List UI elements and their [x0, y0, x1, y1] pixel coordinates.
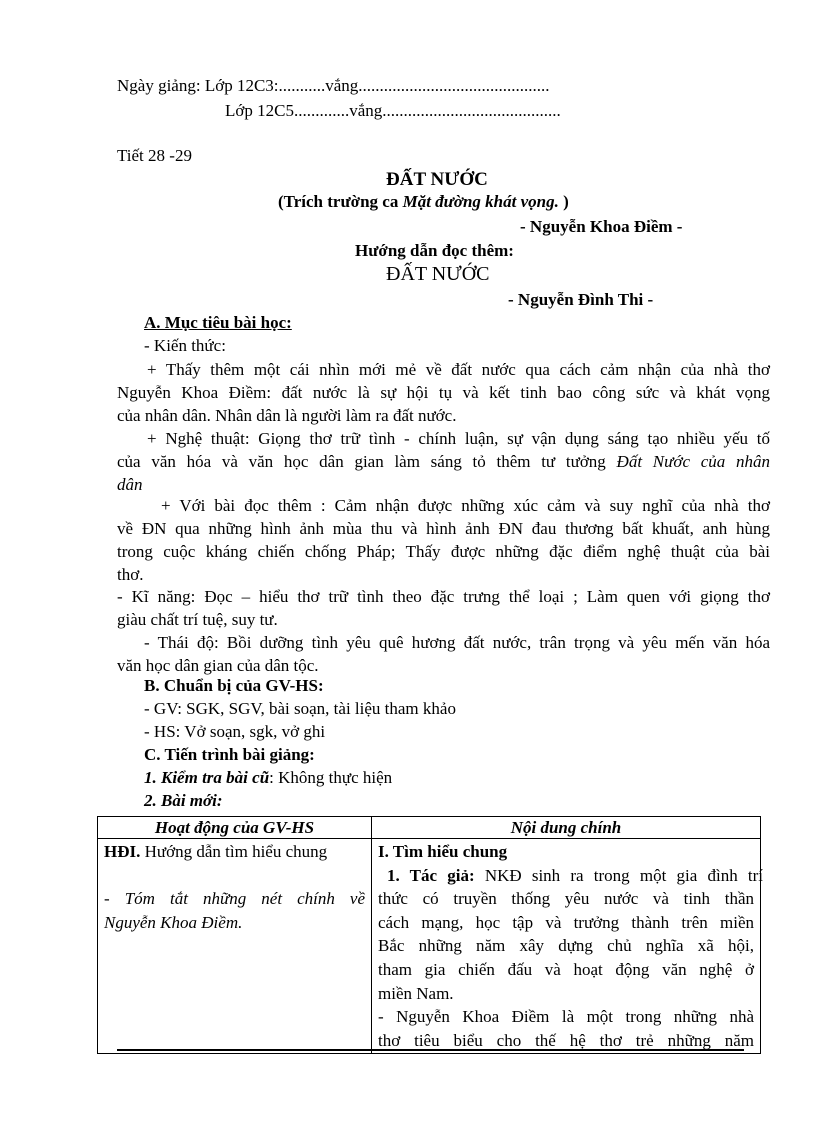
section-b-heading: B. Chuẩn bị của GV-HS: — [144, 676, 324, 695]
knowledge-label: - Kiến thức: — [144, 336, 226, 355]
knowledge-paragraph-1 — [117, 358, 770, 427]
table-row — [98, 839, 761, 1054]
skill-paragraph — [117, 585, 770, 631]
para2-line2-text: của văn hóa và văn học dân gian làm sáng tỏ thêm tư tưởng — [117, 452, 606, 471]
extra-reading-paragraph — [117, 494, 770, 586]
header-main-content: Nội dung chính — [372, 817, 761, 839]
attitude-line1: - Thái độ: Bồi dưỡng tình yêu quê hương đất nước, trân trọng và yêu mến văn hóa — [144, 633, 770, 652]
skill-line1: - Kĩ năng: Đọc – hiểu thơ trữ tình theo đặc trưng thể loại ; Làm quen với giọng thơ — [117, 587, 770, 606]
para1-line3: của nhân dân. Nhân dân là người làm ra đất nước. — [117, 406, 457, 425]
attitude-line2: văn học dân gian của dân tộc. — [117, 656, 319, 675]
content-line-6: miền Nam. — [378, 983, 454, 1003]
old-lesson-check-label: 1. Kiểm tra bài cũ — [144, 768, 270, 787]
footer-rule — [117, 1049, 744, 1051]
activity-task-line1: - Tóm tắt những nét chính về — [104, 889, 365, 909]
content-line-8: thơ tiêu biểu cho thế hệ thơ trẻ những năm — [378, 1030, 754, 1050]
para2-line1: + Nghệ thuật: Giọng thơ trữ tình - chính luận, sự vận dụng sáng tạo nhiều yếu tố — [147, 429, 770, 448]
content-line-5: tham gia chiến đấu và hoạt động văn nghệ ở — [378, 959, 754, 979]
content-cell — [372, 839, 761, 1054]
subtitle-work: Mặt đường khát vọng. — [402, 192, 559, 211]
subtitle-prefix: (Trích trường ca — [278, 192, 403, 211]
para2-line3: dân — [117, 475, 143, 494]
old-lesson-check — [144, 768, 392, 788]
activity-task-line2: Nguyễn Khoa Điềm. — [104, 912, 243, 932]
section-c-heading: C. Tiến trình bài giảng: — [144, 745, 315, 764]
lesson-number: Tiết 28 -29 — [117, 146, 192, 165]
content-line-1-text: NKĐ sinh ra trong một gia đình trí — [484, 865, 763, 885]
author-label: 1. Tác giả: — [387, 865, 475, 885]
para2-line2-italic: Đất Nước của nhân — [616, 452, 770, 471]
para2-line2 — [117, 450, 770, 473]
para3-line4: thơ. — [117, 565, 144, 584]
content-heading: I. Tìm hiểu chung — [378, 842, 508, 861]
poem-title-1: ĐẤT NƯỚC — [386, 169, 488, 190]
para1-line2: Nguyễn Khoa Điềm: đất nước là sự hội tụ và kết tinh bao công sức và khát vọng — [117, 383, 770, 402]
para3-line3: trong cuộc kháng chiến chống Pháp; Thấy được những đặc điểm nghệ thuật của bài — [117, 542, 770, 561]
table-header-row — [98, 817, 761, 839]
header-activities: Hoạt động của GV-HS — [98, 817, 372, 839]
skill-line2: giàu chất trí tuệ, suy tư. — [117, 610, 278, 629]
attitude-paragraph — [117, 631, 770, 677]
activities-cell — [98, 839, 372, 1054]
new-lesson-label: 2. Bài mới: — [144, 791, 223, 810]
content-line-3: cách mạng, học tập và trưởng thành trên miền — [378, 912, 754, 932]
author-2: - Nguyễn Đình Thi - — [508, 290, 654, 309]
activity-heading-label: HĐI. — [104, 842, 141, 861]
teaching-date-label: Ngày giảng: — [117, 76, 201, 95]
lesson-plan-table — [97, 816, 761, 1054]
art-paragraph — [117, 427, 770, 496]
student-materials: - HS: Vở soạn, sgk, vở ghi — [144, 722, 326, 741]
class-12c3-attendance: Lớp 12C3:...........vắng............................................. — [204, 76, 550, 95]
subtitle-suffix: ) — [558, 192, 569, 211]
poem-title-2: ĐẤT NƯỚC — [386, 263, 490, 285]
teacher-materials: - GV: SGK, SGV, bài soạn, tài liệu tham khảo — [144, 699, 456, 718]
activity-task — [104, 887, 365, 934]
class-12c5-attendance: Lớp 12C5.............vắng.......................................... — [225, 101, 561, 120]
old-lesson-check-text: : Không thực hiện — [269, 768, 393, 787]
teaching-date-line-1 — [117, 76, 550, 96]
activity-heading — [104, 840, 365, 864]
reading-guide-heading: Hướng dẫn đọc thêm: — [355, 241, 514, 260]
content-line-1 — [378, 864, 763, 888]
activity-heading-text: Hướng dẫn tìm hiểu chung — [140, 842, 328, 861]
content-line-2: thức có truyền thống yêu nước và tinh thần — [378, 889, 754, 909]
content-line-7: - Nguyễn Khoa Điềm là một trong những nhà — [378, 1007, 754, 1027]
author-1: - Nguyễn Khoa Điềm - — [520, 217, 683, 236]
section-a-heading: A. Mục tiêu bài học: — [144, 313, 292, 332]
para3-line2: về ĐN qua những hình ảnh mùa thu và hình ảnh ĐN đau thương bất khuất, anh hùng — [117, 519, 770, 538]
para1-line1: + Thấy thêm một cái nhìn mới mẻ về đất nước qua cách cảm nhận của nhà thơ — [147, 360, 770, 379]
poem-subtitle — [278, 192, 569, 212]
content-line-4: Bắc những năm xây dựng chủ nghĩa xã hội, — [378, 936, 754, 956]
para3-line1: + Với bài đọc thêm : Cảm nhận được những xúc cảm và suy nghĩ của nhà thơ — [161, 496, 770, 515]
